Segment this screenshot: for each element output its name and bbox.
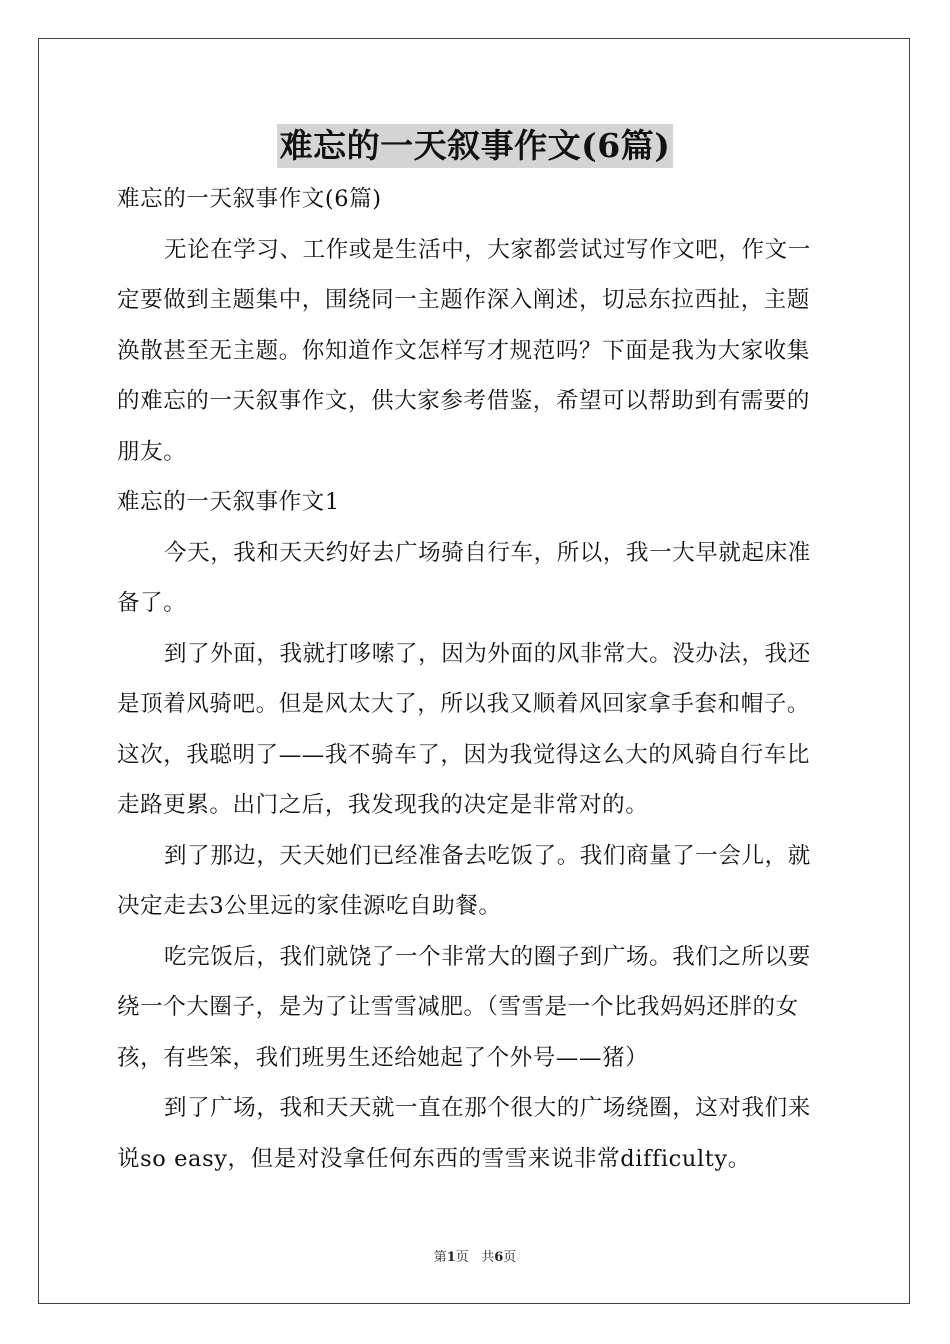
text-line: 今天，我和天天约好去广场骑自行车，所以，我一大早就起床准: [164, 539, 811, 566]
text-line: 到了广场，我和天天就一直在那个很大的广场绕圈，这对我们来: [164, 1095, 811, 1121]
text-line: 到了那边，天天她们已经准备去吃饭了。我们商量了一会儿，就: [164, 842, 811, 869]
document-title: 难忘的一天叙事作文(6篇): [277, 124, 674, 168]
text-line: 朋友。: [117, 438, 187, 465]
text-line: 定要做到主题集中，围绕同一主题作深入阐述，切忌东拉西扯，主题: [117, 287, 811, 313]
text-line: 涣散甚至无主题。你知道作文怎样写才规范吗？下面是我为大家收集: [117, 337, 811, 364]
title-wrap: [0, 124, 950, 168]
footer-page-suffix: 页: [455, 1250, 469, 1265]
text-line: 是顶着风骑吧。但是风太大了，所以我又顺着风回家拿手套和帽子。: [117, 691, 811, 717]
text-line: 无论在学习、工作或是生活中，大家都尝试过写作文吧，作文一: [164, 236, 811, 263]
footer-page-prefix: 第: [433, 1250, 447, 1265]
text-line: 的难忘的一天叙事作文，供大家参考借鉴，希望可以帮助到有需要的: [117, 388, 811, 414]
document-body: [117, 174, 833, 1184]
text-line: 孩，有些笨，我们班男生还给她起了个外号——猪）: [117, 1044, 649, 1071]
footer-total-suffix: 页: [503, 1250, 517, 1265]
text-line: 走路更累。出门之后，我发现我的决定是非常对的。: [117, 792, 649, 818]
text-line: 难忘的一天叙事作文(6篇): [117, 186, 382, 212]
text-line: 到了外面，我就打哆嗦了，因为外面的风非常大。没办法，我还: [164, 640, 811, 667]
text-line: 吃完饭后，我们就饶了一个非常大的圈子到广场。我们之所以要: [164, 943, 811, 970]
footer-total-prefix: 共: [481, 1250, 495, 1265]
text-line: 说so easy，但是对没拿任何东西的雪雪来说非常difficulty。: [117, 1145, 751, 1172]
text-line: 备了。: [117, 590, 187, 616]
text-line: 这次，我聪明了——我不骑车了，因为我觉得这么大的风骑自行车比: [117, 741, 811, 768]
footer-page-number: 1: [446, 1250, 456, 1265]
footer-total-pages: 6: [494, 1250, 504, 1265]
text-line: 决定走去3公里远的家佳源吃自助餐。: [117, 893, 502, 919]
page-footer: [0, 1246, 950, 1265]
text-line: 绕一个大圈子，是为了让雪雪减肥。（雪雪是一个比我妈妈还胖的女: [117, 994, 799, 1020]
text-line: 难忘的一天叙事作文1: [117, 489, 340, 515]
